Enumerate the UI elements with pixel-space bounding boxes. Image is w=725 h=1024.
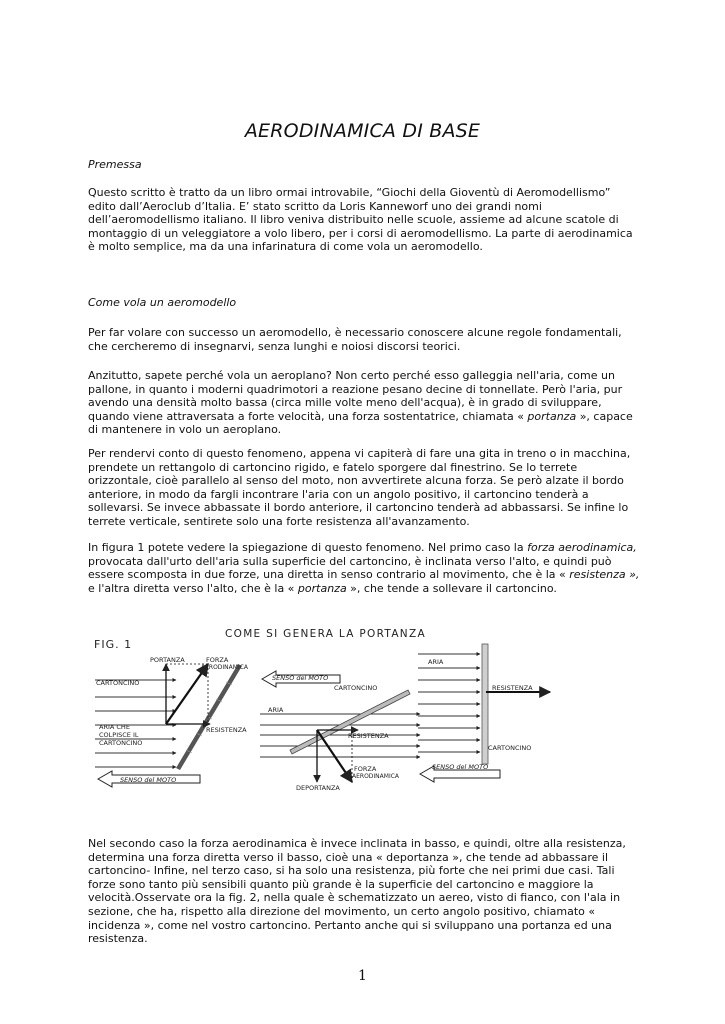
figure-1-diagram xyxy=(90,622,645,797)
paragraph-cartoncino: Per rendervi conto di questo fenomeno, appena vi capiterà di fare una gita in treno o in macchina, prendete un rettangolo di cartoncino rigido, e fatelo sporgere dal finestrino. Se lo terrete orizzontale, cioè parallelo al senso del moto, non avvertirete alcuna forza. Se però alzate il bordo anteriore, in modo da fargli incontrare l'aria con un angolo positivo, il cartoncino tenderà a sollevarsi. Se invece abbassate il bordo anteriore, il cartoncino tenderà ad abbassarsi. Se infine lo terrete verticale, sentirete solo una forte resistenza all'avanzamento. xyxy=(88,447,631,528)
paragraph-deportanza: Nel secondo caso la forza aerodinamica è invece inclinata in basso, e quindi, oltre alla resistenza, determina una forza diretta verso il basso, cioè una « deportanza », che tende ad abbassare il cartoncino- Infine, nel terzo caso, si ha solo una resistenza, più forte che nei primi due casi. Tali forze sono tanto più sensibili quanto più grande è la superficie del cartoncino e maggiore la velocità.Osservate ora la fig. 2, nella quale è schematizzato un aereo, visto di fianco, con l'ala in sezione, che ha, rispetto alla direzione del movimento, un certo angolo positivo, chiamato « incidenza », come nel vostro cartoncino. Pertanto anche qui si sviluppano una portanza ed una resistenza. xyxy=(88,837,626,946)
figure-title: COME SI GENERA LA PORTANZA xyxy=(225,628,426,640)
svg-text:SENSO del MOTO: SENSO del MOTO xyxy=(272,674,329,682)
p1-forza-label: FORZA xyxy=(206,656,229,664)
p1-aria-label-3: CARTONCINO xyxy=(99,739,143,747)
p1-aria-label-1: ARIA CHE xyxy=(99,723,130,731)
section-heading-premessa: Premessa xyxy=(88,158,142,171)
p2-deportanza-label: DEPORTANZA xyxy=(296,784,340,792)
p1-senso-del-moto-arrow xyxy=(98,771,200,787)
p1-aria-label-2: COLPISCE IL xyxy=(99,731,139,739)
panel-1-positive-angle xyxy=(95,656,249,787)
paragraph-premessa: Questo scritto è tratto da un libro ormai introvabile, “Giochi della Gioventù di Aeromodellismo” edito dall’Aeroclub d’Italia. E’ stato scritto da Loris Kanneworf uno dei grandi nomi dell’aeromodellismo italiano. Il libro veniva distribuito nelle scuole, assieme ad alcune scatole di montaggio di un veleggiatore a volo libero, per i corsi di aeromodellismo. La parte di aerodinamica è molto semplice, ma da una infarinatura di come vola un aeromodello. xyxy=(88,186,633,254)
page-number: 1 xyxy=(358,968,367,984)
panel-3-vertical-plate xyxy=(418,644,550,782)
p1-portanza-label: PORTANZA xyxy=(150,656,185,664)
document-title: AERODINAMICA DI BASE xyxy=(244,120,481,142)
p2-forza-label: FORZA xyxy=(354,765,377,773)
figure-label: FIG. 1 xyxy=(94,638,133,651)
p3-resistenza-label: RESISTENZA xyxy=(492,684,533,692)
p1-aerodinamica-label: AERODINAMICA xyxy=(201,664,249,671)
p2-aerodinamica-label: AERODINAMICA xyxy=(352,773,400,780)
p2-aria-label: ARIA xyxy=(268,706,284,714)
p1-resistenza-label: RESISTENZA xyxy=(206,726,247,734)
p2-cartoncino-label: CARTONCINO xyxy=(334,684,378,692)
paragraph-portanza: Anzitutto, sapete perché vola un aeroplano? Non certo perché esso galleggia nell'aria, come un pallone, in quanto i moderni quadrimotori a reazione pesano decine di tonnellate. Però l'aria, pur avendo una densità molto bassa (circa mille volte meno dell'acqua), è in grado di sviluppare, quando viene attraversata a forte velocità, una forza sostentatrice, chiamata « portanza », capace di mantenere in volo un aeroplano. xyxy=(88,369,633,437)
p2-senso-del-moto-arrow xyxy=(262,671,340,687)
svg-text:SENSO del MOTO: SENSO del MOTO xyxy=(120,776,177,784)
section-heading-come-vola: Come vola un aeromodello xyxy=(88,296,237,309)
svg-text:SENSO del MOTO: SENSO del MOTO xyxy=(432,763,489,771)
paragraph-figura-1: In figura 1 potete vedere la spiegazione di questo fenomeno. Nel primo caso la forza aerodinamica, provocata dall'urto dell'aria sulla superficie del cartoncino, è inclinata verso l'alto, e quindi può essere scomposta in due forze, una diretta in senso contrario al movimento, che è la « resistenza », e l'altra diretta verso l'alto, che è la « portanza », che tende a sollevare il cartoncino. xyxy=(88,541,640,595)
p3-cartoncino-label: CARTONCINO xyxy=(488,744,532,752)
p3-senso-del-moto-arrow xyxy=(420,763,500,782)
p2-resistenza-label: RESISTENZA xyxy=(348,732,389,740)
paragraph-intro: Per far volare con successo un aeromodello, è necessario conoscere alcune regole fondamentali, che cercheremo di insegnarvi, senza lunghi e noiosi discorsi teorici. xyxy=(88,326,622,353)
p3-aria-label: ARIA xyxy=(428,658,444,666)
panel-2-negative-angle xyxy=(260,671,420,792)
p1-cartoncino-label: CARTONCINO xyxy=(96,679,140,687)
